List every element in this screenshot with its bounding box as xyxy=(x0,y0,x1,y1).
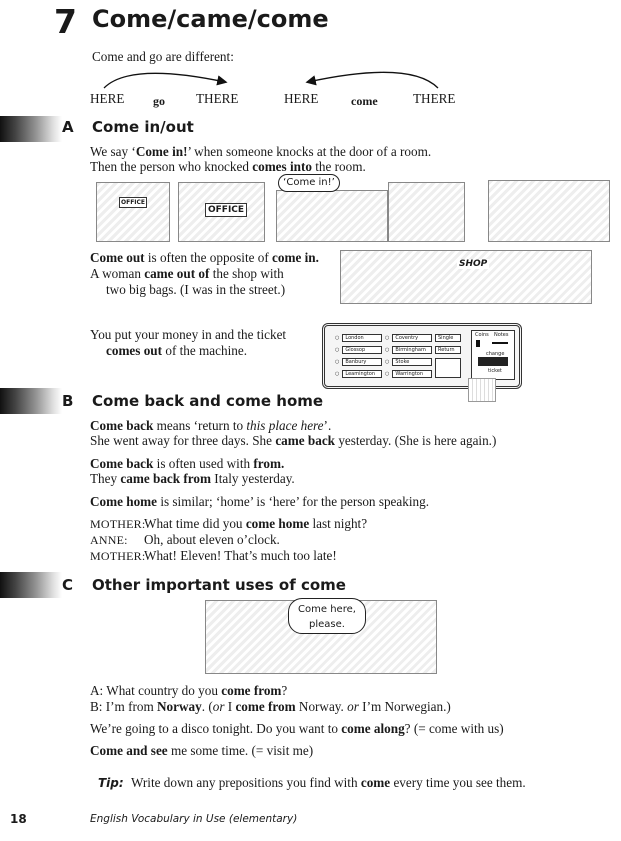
section-a-title: Come in/out xyxy=(92,118,194,136)
section-b-p2: She went away for three days. She came back yesterday. (She is here again.) xyxy=(90,433,497,448)
section-a-p3-line3: two big bags. (I was in the street.) xyxy=(106,282,286,297)
illustration-desk-woman xyxy=(276,190,388,242)
dialogue-line: ANNE: Oh, about eleven o’clock. xyxy=(90,532,280,547)
come-in-speech-bubble: ‘Come in!’ xyxy=(278,174,340,192)
illustration-knock-door: OFFICE xyxy=(96,182,170,242)
section-c-tab xyxy=(0,572,62,598)
illustration-woman-entering xyxy=(388,182,465,242)
section-b-p1: Come back means ‘return to this place here’. xyxy=(90,418,332,433)
section-b-tab xyxy=(0,388,62,414)
section-c-letter: C xyxy=(62,576,74,594)
section-a-p3-line1: Come out is often the opposite of come in. xyxy=(90,250,319,265)
section-b-letter: B xyxy=(62,392,74,410)
tip-label: Tip: xyxy=(98,776,124,790)
ticket-machine: ○ London ○ Glossop ○ Banbury ○ Leamington ○ Coventry ○ Birmingham ○ Stoke ○ Warrington Single Return Coins Notes change ticket xyxy=(322,323,522,389)
unit-number: 7 xyxy=(54,2,77,41)
diagram-come-verb: come xyxy=(351,94,378,108)
go-come-arrows xyxy=(90,62,470,92)
section-a-p4-line1: You put your money in and the ticket xyxy=(90,327,287,342)
book-title: English Vocabulary in Use (elementary) xyxy=(90,813,298,825)
section-c-l4: Come and see me some time. (= visit me) xyxy=(90,743,314,758)
section-a-p1: We say ‘Come in!’ when someone knocks at the door of a room. xyxy=(90,144,432,159)
page-title: Come/came/come xyxy=(92,5,329,33)
illustration-man-woman xyxy=(488,180,610,242)
section-a-tab xyxy=(0,116,62,142)
illustration-office-door: OFFICE xyxy=(178,182,265,242)
page-number: 18 xyxy=(10,812,27,826)
section-c-l2: B: I’m from Norway. (or I come from Norway. or I’m Norwegian.) xyxy=(90,699,451,714)
intro-text: Come and go are different: xyxy=(92,49,234,64)
diagram-come-from: HERE xyxy=(284,91,319,106)
section-a-p2: Then the person who knocked comes into the room. xyxy=(90,159,366,174)
diagram-go-verb: go xyxy=(153,94,165,108)
section-b-p3: Come back is often used with from. xyxy=(90,456,285,471)
illustration-woman-leaving-shop: SHOP xyxy=(340,250,592,304)
diagram-come-to: THERE xyxy=(413,91,456,106)
section-c-title: Other important uses of come xyxy=(92,576,346,594)
section-a-p3-line2: A woman came out of the shop with xyxy=(90,266,284,281)
diagram-go-from: HERE xyxy=(90,91,125,106)
diagram-go-to: THERE xyxy=(196,91,239,106)
dialogue-line: MOTHER:What time did you come home last night? xyxy=(90,516,368,531)
ticket-icon xyxy=(468,378,496,402)
come-here-speech-bubble: Come here, please. xyxy=(288,598,366,634)
section-c-l1: A: What country do you come from? xyxy=(90,683,288,698)
section-a-p4-line2: comes out of the machine. xyxy=(106,343,247,358)
section-b-p5: Come home is similar; ‘home’ is ‘here’ for the person speaking. xyxy=(90,494,430,509)
section-a-letter: A xyxy=(62,118,74,136)
section-b-p4: They came back from Italy yesterday. xyxy=(90,471,295,486)
dialogue-line: MOTHER:What! Eleven! That’s much too late! xyxy=(90,548,337,563)
tip: Tip: Write down any prepositions you find with come every time you see them. xyxy=(98,775,526,790)
section-c-l3: We’re going to a disco tonight. Do you want to come along? (= come with us) xyxy=(90,721,504,736)
section-b-title: Come back and come home xyxy=(92,392,324,410)
